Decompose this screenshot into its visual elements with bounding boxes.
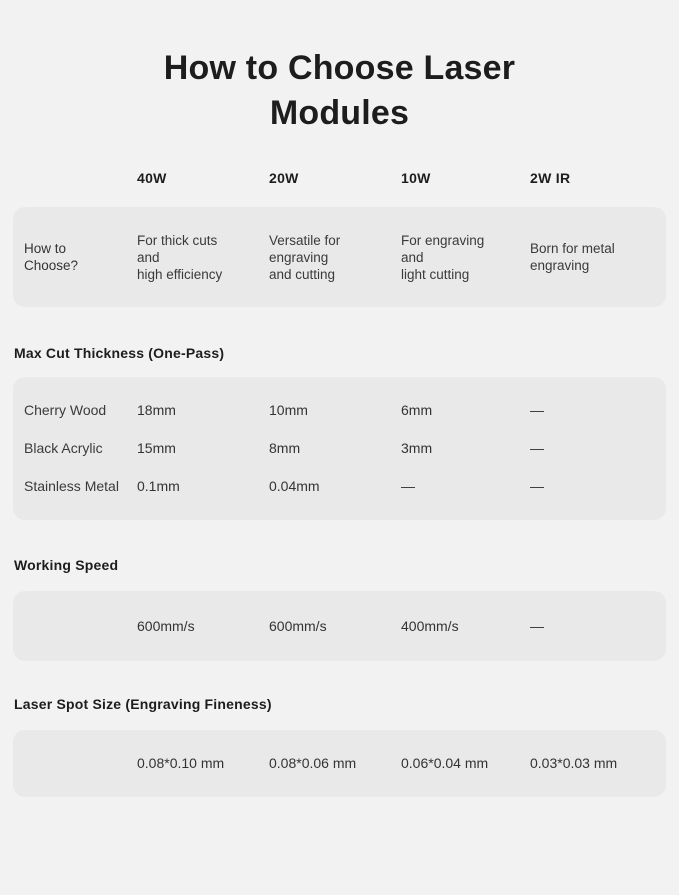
cell-10w: 6mm	[401, 402, 433, 418]
column-header-2wir: 2W IR	[530, 170, 571, 186]
how-to-choose-10w: For engraving and light cutting	[401, 232, 485, 282]
cell-2wir: —	[530, 402, 544, 418]
section-heading-max-cut-thickness: Max Cut Thickness (One-Pass)	[14, 345, 225, 361]
column-header-10w: 10W	[401, 170, 431, 186]
how-to-choose-2wir: Born for metal engraving	[530, 241, 615, 273]
column-header-40w: 40W	[137, 170, 167, 186]
table-row-cherry-wood	[24, 402, 666, 419]
max-cut-thickness-card	[13, 377, 666, 520]
how-to-choose-40w: For thick cuts and high efficiency	[137, 232, 223, 282]
row-label: Black Acrylic	[24, 440, 103, 456]
row-label: Cherry Wood	[24, 402, 107, 418]
how-to-choose-20w: Versatile for engraving and cutting	[269, 232, 341, 282]
table-row-laser-spot-size	[24, 755, 666, 772]
cell-10w: 0.06*0.04 mm	[401, 755, 489, 771]
column-header-20w: 20W	[269, 170, 299, 186]
section-heading-working-speed: Working Speed	[14, 557, 119, 573]
cell-40w: 0.1mm	[137, 478, 180, 494]
section-heading-laser-spot-size: Laser Spot Size (Engraving Fineness)	[14, 696, 272, 712]
cell-20w: 10mm	[269, 402, 308, 418]
working-speed-card	[13, 591, 666, 661]
cell-20w: 0.08*0.06 mm	[269, 755, 357, 771]
table-row-working-speed	[24, 618, 666, 635]
table-row-black-acrylic	[24, 440, 666, 457]
cell-2wir: —	[530, 440, 544, 456]
comparison-page	[0, 46, 679, 895]
cell-10w: 400mm/s	[401, 617, 459, 634]
cell-2wir: 0.03*0.03 mm	[530, 755, 618, 771]
cell-20w: 600mm/s	[269, 617, 327, 634]
table-row-stainless-metal	[24, 478, 666, 495]
cell-20w: 0.04mm	[269, 478, 320, 494]
cell-20w: 8mm	[269, 440, 301, 456]
how-to-choose-label: How to Choose?	[24, 241, 79, 273]
how-to-choose-card	[13, 207, 666, 307]
cell-2wir: —	[530, 617, 544, 634]
page-title: How to Choose Laser Modules	[163, 49, 516, 132]
cell-40w: 15mm	[137, 440, 176, 456]
row-label: Stainless Metal	[24, 478, 119, 494]
cell-10w: 3mm	[401, 440, 433, 456]
cell-40w: 0.08*0.10 mm	[137, 755, 225, 771]
cell-40w: 18mm	[137, 402, 176, 418]
cell-10w: —	[401, 478, 415, 494]
laser-spot-size-card	[13, 730, 666, 797]
cell-2wir: —	[530, 478, 544, 494]
column-header-row	[13, 170, 666, 188]
cell-40w: 600mm/s	[137, 617, 195, 634]
